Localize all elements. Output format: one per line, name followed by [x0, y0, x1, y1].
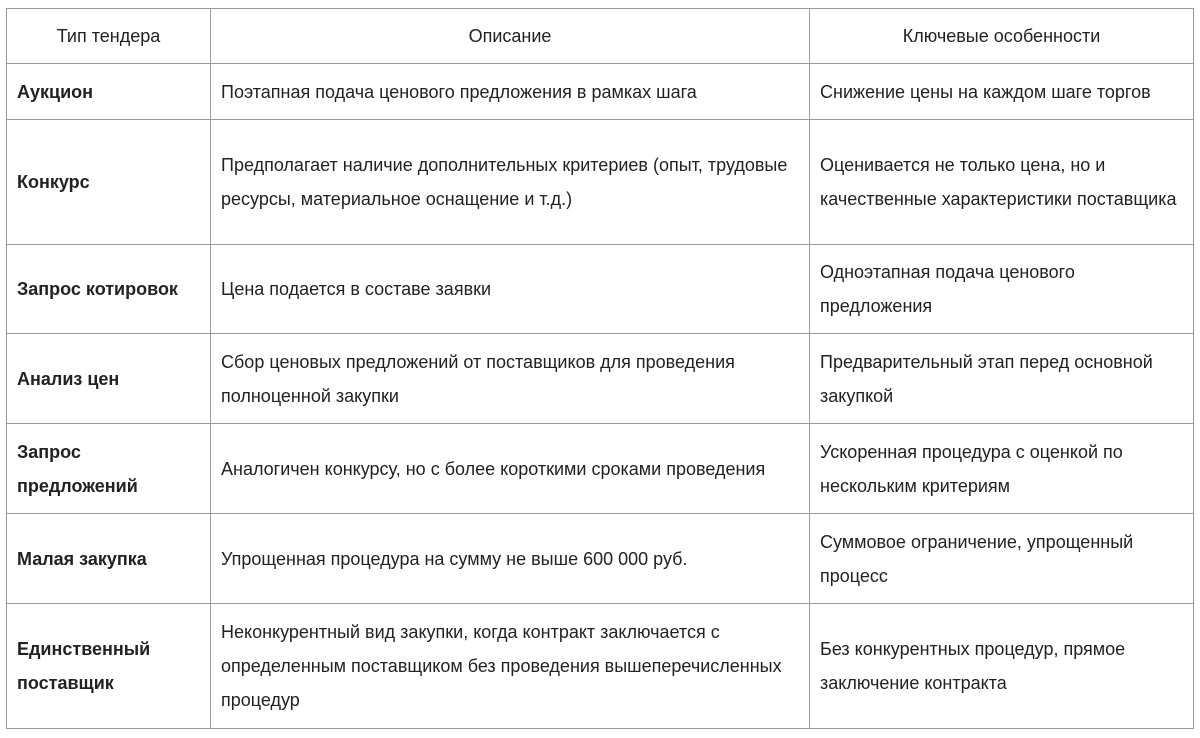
table-row — [7, 120, 1194, 245]
cell-description: Предполагает наличие дополнительных критериев (опыт, трудовые ресурсы, материальное оснащение и т.д.) — [211, 120, 810, 245]
cell-features: Суммовое ограничение, упрощенный процесс — [810, 514, 1194, 604]
table-header-row — [7, 9, 1194, 64]
cell-description: Поэтапная подача ценового предложения в рамках шага — [211, 64, 810, 120]
table-row — [7, 604, 1194, 729]
tender-types-table — [6, 8, 1194, 729]
table-row — [7, 64, 1194, 120]
cell-features: Предварительный этап перед основной закупкой — [810, 334, 1194, 424]
cell-type: Запрос котировок — [7, 245, 211, 334]
table-row — [7, 334, 1194, 424]
cell-description: Неконкурентный вид закупки, когда контракт заключается с определенным поставщиком без проведения вышеперечисленных процедур — [211, 604, 810, 729]
cell-type: Малая закупка — [7, 514, 211, 604]
header-description: Описание — [211, 9, 810, 64]
cell-description: Упрощенная процедура на сумму не выше 600 000 руб. — [211, 514, 810, 604]
table-row — [7, 514, 1194, 604]
cell-features: Ускоренная процедура с оценкой по нескольким критериям — [810, 424, 1194, 514]
cell-type: Конкурс — [7, 120, 211, 245]
cell-type: Аукцион — [7, 64, 211, 120]
cell-features: Одноэтапная подача ценового предложения — [810, 245, 1194, 334]
cell-description: Цена подается в составе заявки — [211, 245, 810, 334]
cell-features: Снижение цены на каждом шаге торгов — [810, 64, 1194, 120]
table-row — [7, 245, 1194, 334]
cell-features: Без конкурентных процедур, прямое заключение контракта — [810, 604, 1194, 729]
header-type: Тип тендера — [7, 9, 211, 64]
cell-features: Оценивается не только цена, но и качественные характеристики поставщика — [810, 120, 1194, 245]
table-row — [7, 424, 1194, 514]
cell-type: Запрос предложений — [7, 424, 211, 514]
cell-type: Единственный поставщик — [7, 604, 211, 729]
header-features: Ключевые особенности — [810, 9, 1194, 64]
cell-description: Сбор ценовых предложений от поставщиков для проведения полноценной закупки — [211, 334, 810, 424]
cell-description: Аналогичен конкурсу, но с более короткими сроками проведения — [211, 424, 810, 514]
cell-type: Анализ цен — [7, 334, 211, 424]
